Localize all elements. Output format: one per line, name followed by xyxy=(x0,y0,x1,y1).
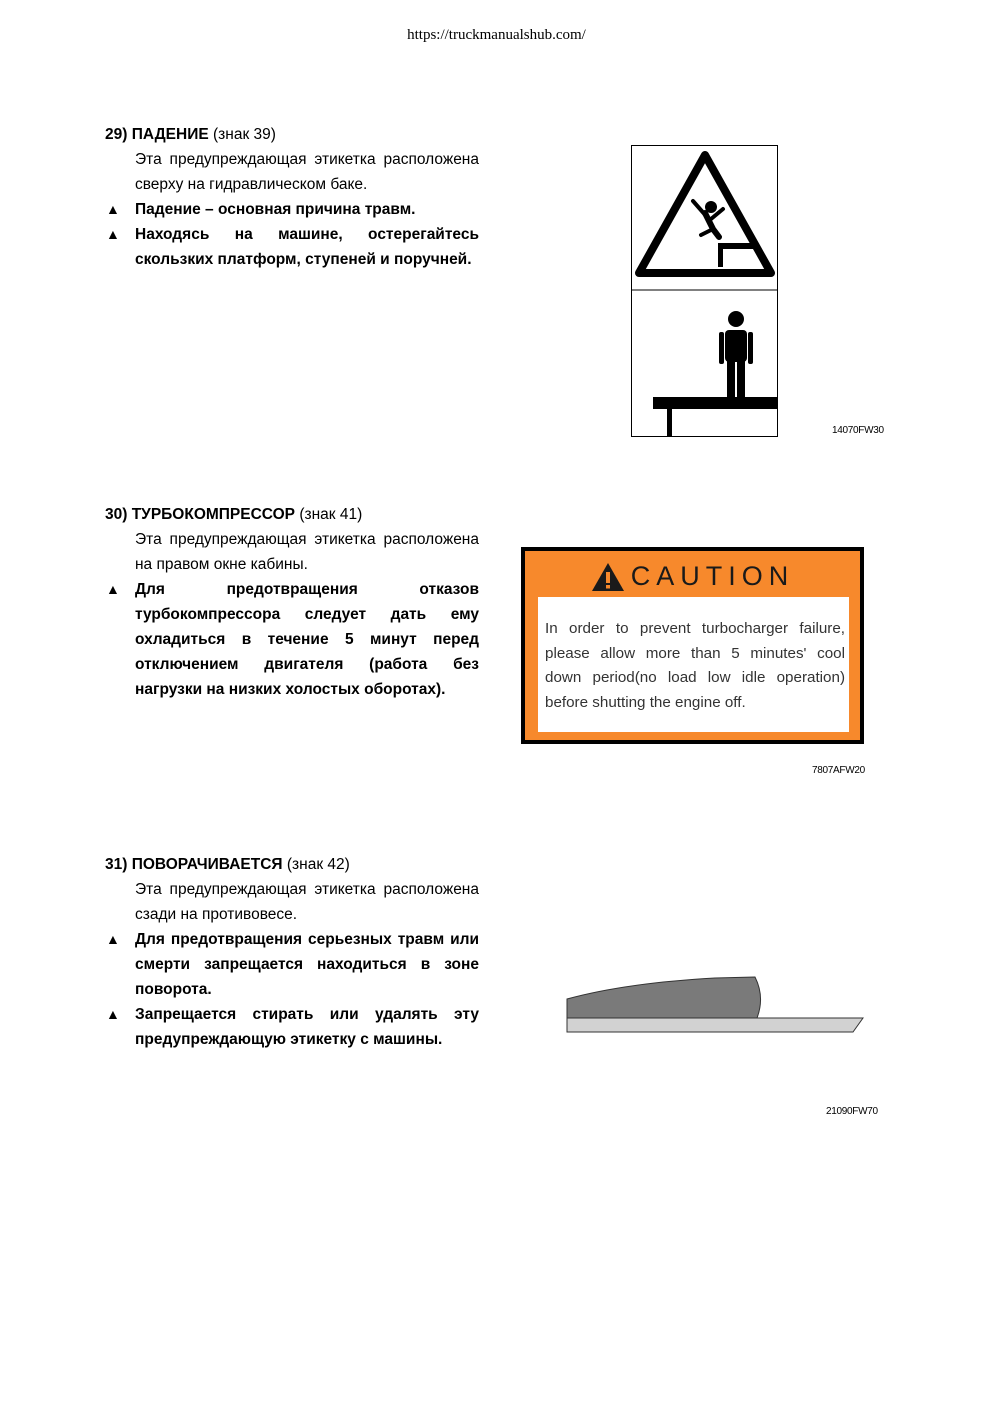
section-heading xyxy=(105,122,479,147)
warning-triangle-icon: ▲ xyxy=(106,1006,120,1022)
section-number: 30) xyxy=(105,506,128,523)
section-description: Эта предупреждающая этикетка расположена сзади на противовесе. xyxy=(135,881,479,923)
section-title: ПАДЕНИЕ xyxy=(131,126,209,143)
caution-title: CAUTION xyxy=(630,561,795,591)
page-url: https://truckmanualshub.com/ xyxy=(407,27,586,43)
warning-text: Запрещается стирать или удалять эту предупреждающую этикетку с машины. xyxy=(135,1006,479,1048)
image-code: 21090FW70 xyxy=(826,1106,878,1117)
warning-triangle-icon: ▲ xyxy=(106,931,120,947)
section-heading xyxy=(105,502,479,527)
section-sign: (знак 42) xyxy=(286,856,350,873)
caution-triangle-icon xyxy=(591,562,625,592)
falling-hazard-pictogram xyxy=(631,145,779,438)
section-number: 31) xyxy=(105,856,128,873)
warning-triangle-icon: ▲ xyxy=(106,201,120,217)
section-turbocharger xyxy=(105,502,479,702)
warning-item xyxy=(106,1002,479,1052)
section-swing xyxy=(105,852,479,1052)
counterweight-drawing xyxy=(565,975,867,1035)
section-number: 29) xyxy=(105,126,128,143)
warning-text: Находясь на машине, остерегайтесь скользких платформ, ступеней и поручней. xyxy=(135,226,479,268)
warning-text: Для предотвращения отказов турбокомпрессора следует дать ему охладиться в течение 5 минут перед отключением двигателя (работа без нагрузки на низких холостых оборотах). xyxy=(135,581,479,698)
section-title: ПОВОРАЧИВАЕТСЯ xyxy=(131,856,283,873)
warning-item xyxy=(106,927,479,1002)
warning-item xyxy=(106,577,479,702)
warning-triangle-icon: ▲ xyxy=(106,226,120,242)
section-sign: (знак 41) xyxy=(299,506,363,523)
warning-text: Падение – основная причина травм. xyxy=(135,201,416,218)
caution-header xyxy=(525,561,860,597)
caution-text: In order to prevent turbocharger failure, please allow more than 5 minutes' cool down period(no load low idle operation) before shutting the engine off. xyxy=(538,597,849,732)
warning-triangle-icon: ▲ xyxy=(106,581,120,597)
section-sign: (знак 39) xyxy=(213,126,276,143)
section-description: Эта предупреждающая этикетка расположена сверху на гидравлическом баке. xyxy=(135,151,479,193)
warning-text: Для предотвращения серьезных травм или смерти запрещается находиться в зоне поворота. xyxy=(135,931,479,998)
caution-label xyxy=(521,547,864,744)
image-code: 14070FW30 xyxy=(832,425,884,436)
section-title: ТУРБОКОМПРЕССОР xyxy=(131,506,296,523)
warning-item xyxy=(106,197,479,222)
image-code: 7807AFW20 xyxy=(812,765,865,776)
section-falling xyxy=(105,122,479,272)
warning-item xyxy=(106,222,479,272)
section-description: Эта предупреждающая этикетка расположена на правом окне кабины. xyxy=(135,531,479,573)
section-heading xyxy=(105,852,479,877)
